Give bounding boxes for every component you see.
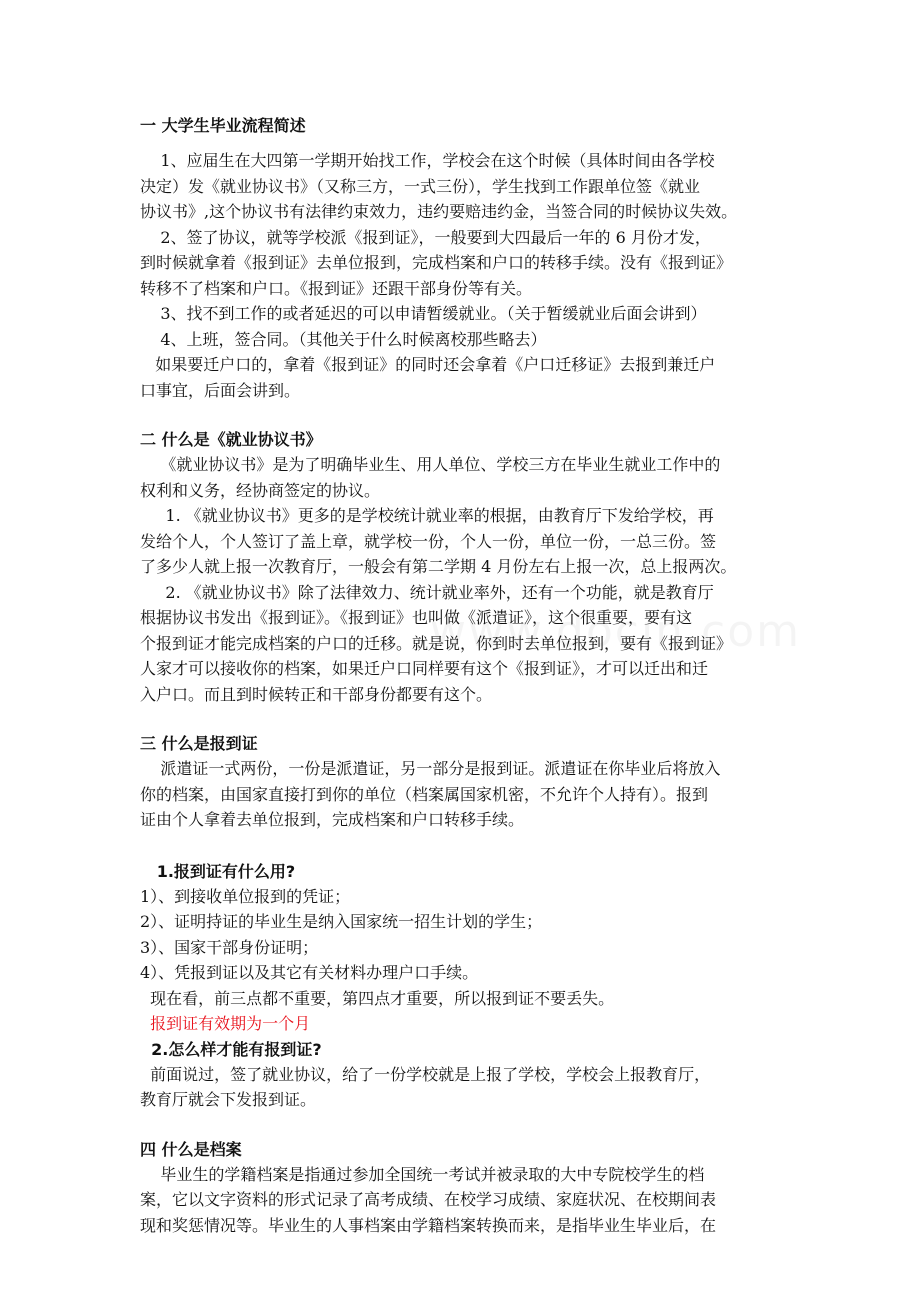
list-item: 3）、国家干部身份证明； [140,937,319,957]
paragraph-line: 1、应届生在大四第一学期开始找工作，学校会在这个时候（具体时间由各学校 [140,151,715,170]
paragraph-line: 4、上班，签合同。（其他关于什么时候离校那些略去） [140,329,547,349]
paragraph-line: 前面说过，签了就业协议，给了一份学校就是上报了学校，学校会上报教育厅， [140,1064,711,1084]
paragraph-line: 入户口。而且到时候转正和干部身份都要有这个。 [140,684,493,704]
section-1-body [140,148,782,403]
paragraph-line: 派遣证一式两份，一份是派遣证，另一部分是报到证。派遣证在你毕业后将放入 [140,759,721,778]
paragraph-line: 决定）发《就业协议书》（又称三方，一式三份），学生找到工作跟单位签《就业 [140,176,701,196]
validity-note: 报到证有效期为一个月 [140,1014,311,1033]
section-1-heading: 一 大学生毕业流程简述 [140,116,306,135]
section-2-heading: 二 什么是《就业协议书》 [140,430,322,449]
paragraph-line: 如果要迁户口的，拿着《报到证》的同时还会拿着《户口迁移证》去报到兼迁户 [140,355,716,374]
paragraph-line: 案，它以文字资料的形式记录了高考成绩、在校学习成绩、家庭状况、在校期间表 [140,1190,717,1209]
paragraph-line: 了多少人就上报一次教育厅，一般会有第二学期 4 月份左右上报一次，总上报两次。 [140,557,737,576]
paragraph-line: 2. 《就业协议书》除了法律效力、统计就业率外，还有一个功能，就是教育厅 [140,582,714,602]
list-item: 4）、凭报到证以及其它有关材料办理户口手续。 [140,963,479,982]
paragraph-line: 协议书》,这个协议书有法律约束效力，违约要赔违约金，当签合同的时候协议失效。 [140,202,738,221]
list-item: 现在看，前三点都不重要，第四点才重要，所以报到证不要丢失。 [140,988,615,1008]
paragraph-line: 教育厅就会下发报到证。 [140,1090,317,1109]
paragraph-line: 1. 《就业协议书》更多的是学校统计就业率的根据，由教育厅下发给学校，再 [140,506,714,525]
paragraph-line: 毕业生的学籍档案是指通过参加全国统一考试并被录取的大中专院校学生的档 [140,1164,705,1184]
paragraph-line: 2、签了协议，就等学校派《报到证》，一般要到大四最后一年的 6 月份才发， [140,227,711,247]
paragraph-line: 你的档案，由国家直接打到你的单位（档案属国家机密，不允许个人持有）。报到 [140,784,709,804]
section-3-heading: 三 什么是报到证 [140,734,258,753]
subsection-2-heading: 2.怎么样才能有报到证? [140,1039,322,1059]
watermark [430,606,801,657]
list-item: 1）、到接收单位报到的凭证； [140,886,351,906]
document-body [140,113,782,1238]
paragraph-line: 权利和义务，经协商签定的协议。 [140,480,381,500]
paragraph-line: 人家才可以接收你的档案，如果迁户口同样要有这个《报到证》，才可以迁出和迁 [140,659,709,678]
subsection-2-body [140,1062,782,1113]
section-4-body [140,1162,782,1239]
paragraph-line: 3、找不到工作的或者延迟的可以申请暂缓就业。（关于暂缓就业后面会讲到） [140,304,707,323]
paragraph-line: 根据协议书发出《报到证》。《报到证》也叫做《派遣证》，这个很重要，要有这 [140,608,693,627]
paragraph-line: 发给个人，个人签订了盖上章，就学校一份，个人一份，单位一份，一总三份。签 [140,531,717,551]
list-item: 2）、证明持证的毕业生是纳入国家统一招生计划的学生； [140,912,543,931]
paragraph-line: 转移不了档案和户口。《报到证》还跟干部身份等有关。 [140,278,533,298]
paragraph-line: 到时候就拿着《报到证》去单位报到，完成档案和户口的转移手续。没有《报到证》 [140,253,733,272]
section-3-body [140,756,782,833]
paragraph-line: 证由个人拿着去单位报到，完成档案和户口转移手续。 [140,810,525,829]
paragraph-line: 现和奖惩情况等。毕业生的人事档案由学籍档案转换而来，是指毕业生毕业后，在 [140,1215,717,1235]
section-4-heading: 四 什么是档案 [140,1139,242,1159]
paragraph-line: 个报到证才能完成档案的户口的迁移。就是说，你到时去单位报到，要有《报到证》 [140,633,733,653]
paragraph-line: 口事宜，后面会讲到。 [140,380,301,400]
section-2-body [140,452,782,707]
paragraph-line: 《就业协议书》是为了明确毕业生、用人单位、学校三方在毕业生就业工作中的 [140,455,721,474]
usage-list [140,884,782,1012]
subsection-1-heading: 1.报到证有什么用? [140,861,296,881]
